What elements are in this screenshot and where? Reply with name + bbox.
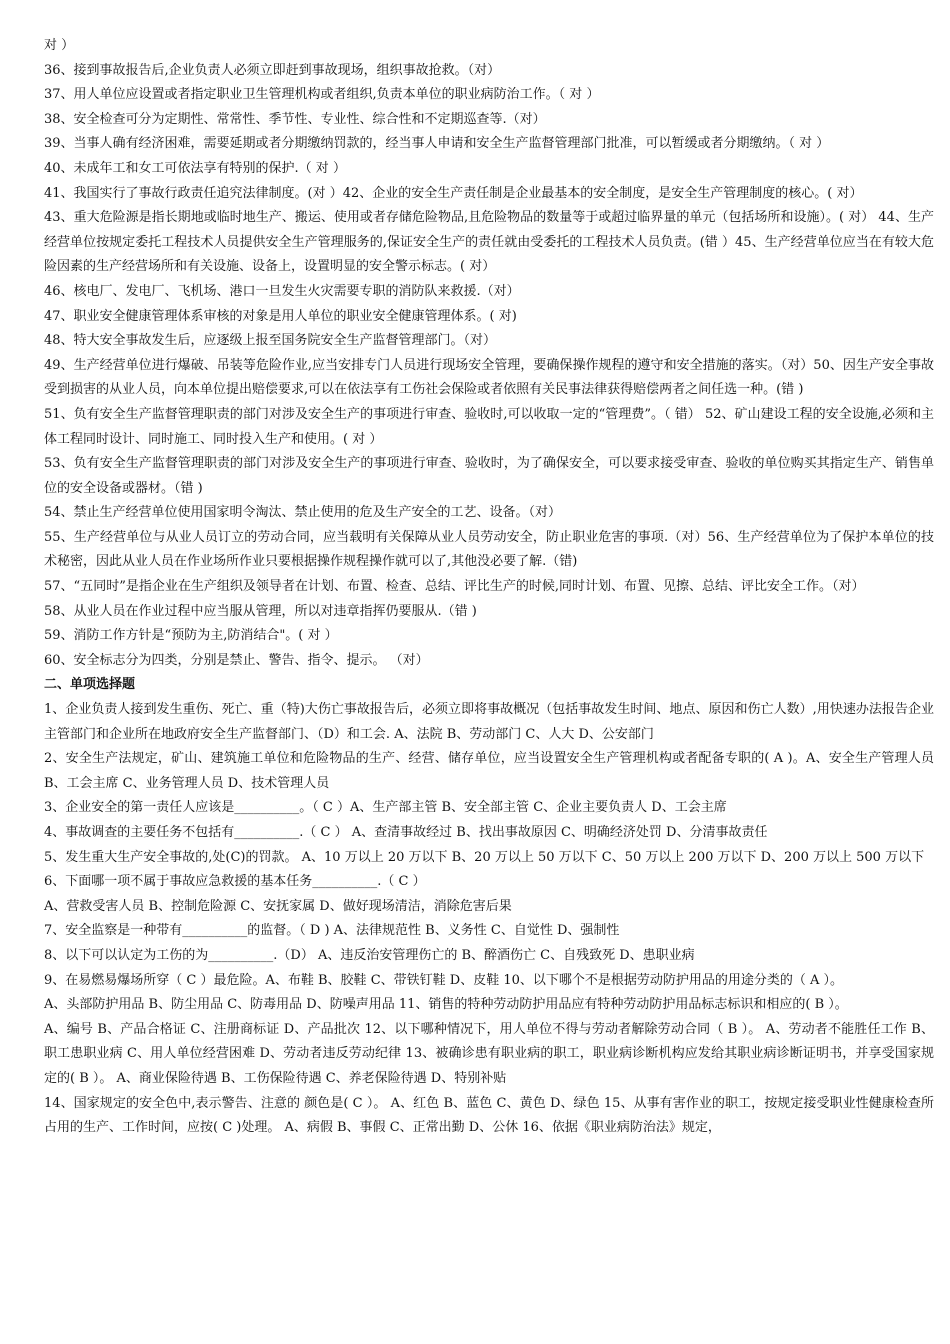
item-55-56: 55、生产经营单位与从业人员订立的劳动合同，应当载明有关保障从业人员劳动安全，防止职业危害的事项.（对）56、生产经营单位为了保护本单位的技术秘密，因此从业人员在作业场所作业只要根据操作规程操作就可以了,其他没必要了解.（错) [44,529,934,570]
item-40: 40、未成年工和女工可依法享有特别的保护.（ 对 ） [44,160,346,176]
item-48: 48、特大安全事故发生后，应逐级上报至国务院安全生产监督管理部门。（对） [44,333,497,349]
question-10-11: A、头部防护用品 B、防尘用品 C、防毒用品 D、防噪声用品 11、销售的特种劳动防护用品应有特种劳动防护用品标志标识和相应的( B ）。 [44,997,848,1013]
item-57: 57、“五同时”是指企业在生产组织及领导者在计划、布置、检查、总结、评比生产的时候,同时计划、布置、见擦、总结、评比安全工作。（对） [44,579,865,595]
question-1: 1、企业负责人接到发生重伤、死亡、重（特)大伤亡事故报告后，必须立即将事故概况（包括事故发生时间、地点、原因和伤亡人数）,用快速办法报告企业主管部门和企业所在地政府安全生产监督部门、（D）和工会. A、法院 B、劳动部门 C、人大 D、公安部门 [44,702,934,742]
question-6: 6、下面哪一项不属于事故应急救援的基本任务__________.（ C ） [44,874,426,890]
item-53: 53、负有安全生产监督管理职责的部门对涉及安全生产的事项进行审查、验收时，为了确保安全，可以要求接受审查、验收的单位购买其指定生产、销售单位的安全设备或器材。（错 ) [44,456,934,496]
item-37: 37、用人单位应设置或者指定职业卫生管理机构或者组织,负责本单位的职业病防治工作。（ 对 ） [44,87,600,103]
item-59: 59、消防工作方针是“预防为主,防消结合"。( 对 ） [44,628,338,644]
question-7: 7、安全监察是一种带有__________的监督。（ D ) A、法律规范性 B、义务性 C、自觉性 D、强制性 [44,923,620,939]
section-heading-single-choice: 二、单项选择题 [44,677,136,693]
question-4: 4、事故调查的主要任务不包括有__________.（ C ） A、查清事故经过 B、找出事故原因 C、明确经济处罚 D、分清事故责任 [44,825,768,840]
item-46: 46、核电厂、发电厂、飞机场、港口一旦发生火灾需要专职的消防队来救援.（对） [44,283,520,299]
item-41-42: 41、我国实行了事故行政责任追究法律制度。(对 ）42、企业的安全生产责任制是企业最基本的安全制度，是安全生产管理制度的核心。( 对） [44,185,863,201]
item-47: 47、职业安全健康管理体系审核的对象是用人单位的职业安全健康管理体系。( 对) [44,308,517,324]
question-14-16: 14、国家规定的安全色中,表示警告、注意的 颜色是( C ）。 A、红色 B、蓝色 C、黄色 D、绿色 15、从事有害作业的职工，按规定接受职业性健康检查所占用的生产、工作时间，应按( C )处理。 A、病假 B、事假 C、正常出勤 D、公休 16、依据《职业病防治法》规定， [44,1095,934,1136]
item-49-50: 49、生产经营单位进行爆破、吊装等危险作业,应当安排专门人员进行现场安全管理，要确保操作规程的遵守和安全措施的落实。（对）50、因生产安全事故受到损害的从业人员，向本单位提出赔偿要求,可以在依法享有工伤社会保险或者依照有关民事法律获得赔偿两者之间任选一种。(错 ) [44,357,934,398]
item-51-52: 51、负有安全生产监督管理职责的部门对涉及安全生产的事项进行审查、验收时,可以收取一定的“管理费”。（ 错） 52、矿山建设工程的安全设施,必须和主体工程同时设计、同时施工、同时投入生产和使用。( 对 ） [44,406,935,447]
item-39: 39、当事人确有经济困难，需要延期或者分期缴纳罚款的，经当事人申请和安全生产监督管理部门批准，可以暂缓或者分期缴纳。（ 对 ） [44,136,830,152]
question-6-options: A、营救受害人员 B、控制危险源 C、安抚家属 D、做好现场清洁，消除危害后果 [44,898,512,914]
question-3: 3、企业安全的第一责任人应该是__________。（ C ）A、生产部主管 B、安全部主管 C、企业主要负责人 D、工会主席 [44,800,727,816]
question-2: 2、安全生产法规定，矿山、建筑施工单位和危险物品的生产、经营、储存单位，应当设置安全生产管理机构或者配备专职的( A )。A、安全生产管理人员 B、工会主席 C、业务管理人员 D、技术管理人员 [44,751,934,791]
item-36: 36、接到事故报告后,企业负责人必须立即赶到事故现场，组织事故抢救。（对） [44,62,501,78]
question-11-13: A、编号 B、产品合格证 C、注册商标证 D、产品批次 12、以下哪种情况下，用人单位不得与劳动者解除劳动合同（ B ）。 A、劳动者不能胜任工作 B、职工患职业病 C、用人单位经营困难 D、劳动者违反劳动纪律 13、被确诊患有职业病的职工，职业病诊断机构应发给其职业病诊断证明书，并享受国家规定的( B ）。 A、商业保险待遇 B、工伤保险待遇 C、养老保险待遇 D、特别补贴 [44,1021,934,1086]
document-body [44,34,934,1141]
item-60: 60、安全标志分为四类，分别是禁止、警告、指令、提示。 （对） [44,652,429,668]
item-58: 58、从业人员在作业过程中应当服从管理，所以对违章指挥仍要服从.（错 ) [44,603,477,619]
item-54: 54、禁止生产经营单位使用国家明令淘汰、禁止使用的危及生产安全的工艺、设备。（对） [44,505,562,521]
item-38: 38、安全检查可分为定期性、常常性、季节性、专业性、综合性和不定期巡查等.（对） [44,111,546,127]
item-43-45: 43、重大危险源是指长期地或临时地生产、搬运、使用或者存储危险物品,且危险物品的数量等于或超过临界量的单元（包括场所和设施）。( 对） 44、生产经营单位按规定委托工程技术人员提供安全生产管理服务的,保证安全生产的责任就由受委托的工程技术人员负责。(错 ）45、生产经营单位应当在有较大危险因素的生产经营场所和有关设施、设备上，设置明显的安全警示标志。( 对） [44,210,934,275]
question-5: 5、发生重大生产安全事故的,处(C)的罚款。 A、10 万以上 20 万以下 B、20 万以上 50 万以下 C、50 万以上 200 万以下 D、200 万以上 500 万以下 [44,849,925,865]
question-8: 8、以下可以认定为工伤的为__________.（D） A、违反治安管理伤亡的 B、醉酒伤亡 C、自残致死 D、患职业病 [44,947,695,963]
item-carryover: 对 ） [44,38,75,53]
question-9-10: 9、在易燃易爆场所穿（ C ）最危险。A、布鞋 B、胶鞋 C、带铁钉鞋 D、皮鞋 10、以下哪个不是根据劳动防护用品的用途分类的（ A ）。 [44,972,844,988]
